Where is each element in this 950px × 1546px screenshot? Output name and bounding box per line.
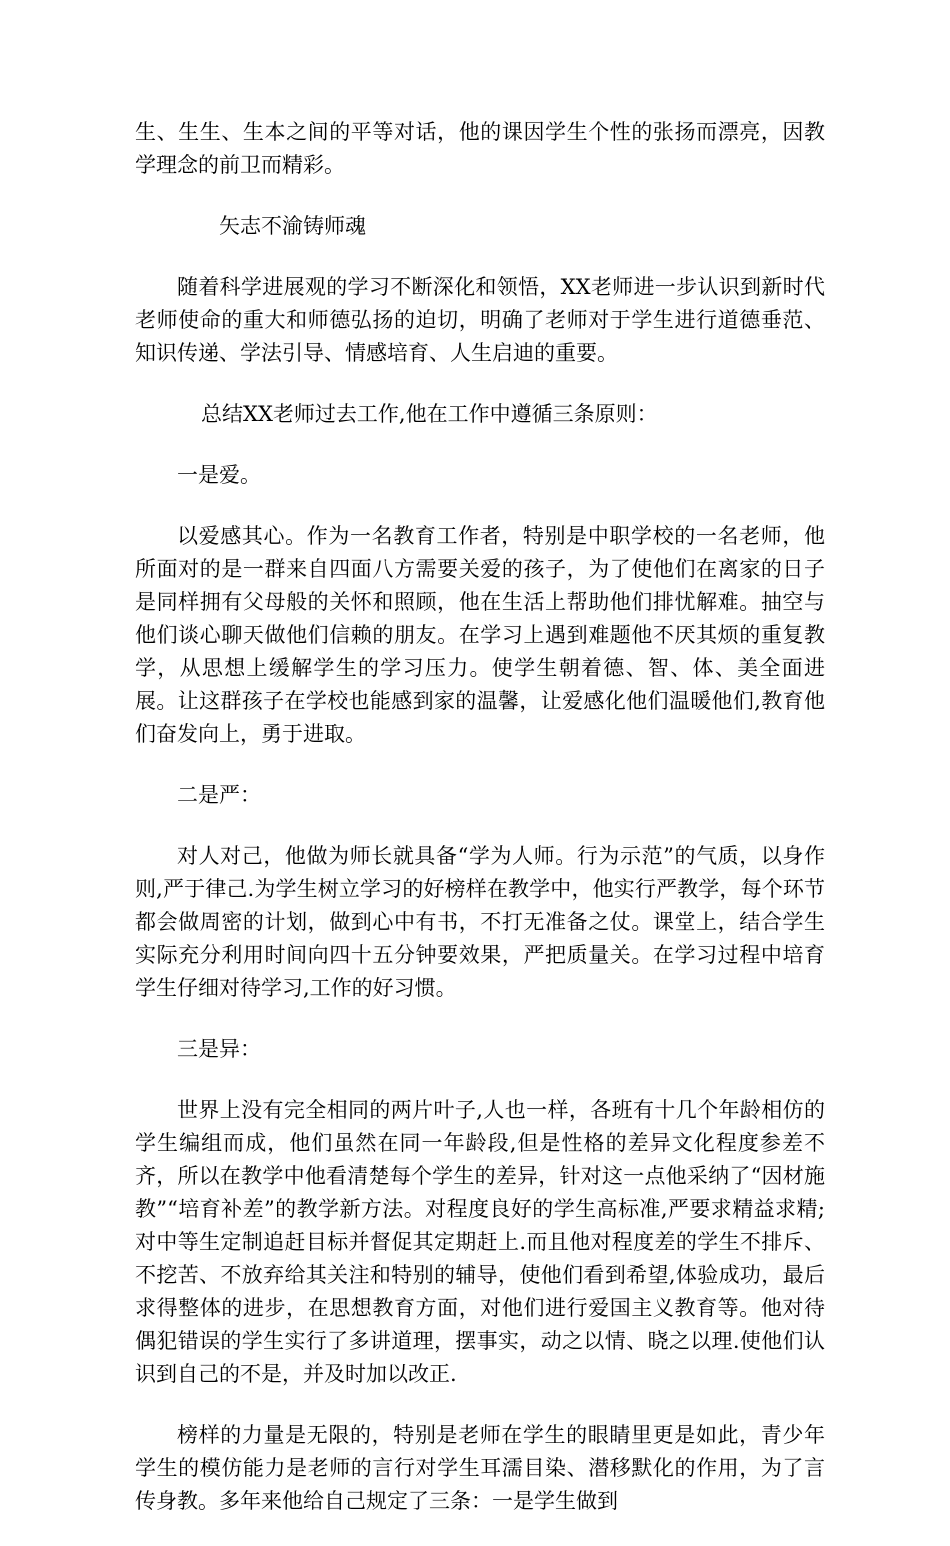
paragraph-role-model: 榜样的力量是无限的，特别是老师在学生的眼睛里更是如此，青少年学生的模仿能力是老师的言行对学生耳濡目染、潜移默化的作用，为了言传身教。多年来他给自己规定了三条：一是学生做到 [135, 1423, 825, 1513]
paragraph-continuation: 生、生生、生本之间的平等对话，他的课因学生个性的张扬而漂亮，因教学理念的前卫而精彩。 [135, 120, 825, 177]
paragraph-principle-two: 对人对己，他做为师长就具备“学为人师。行为示范”的气质，以身作则,严于律己.为学生树立学习的好榜样在教学中，他实行严教学，每个环节都会做周密的计划，做到心中有书，不打无准备之仗。课堂上，结合学生实际充分利用时间向四十五分钟要效果，严把质量关。在学习过程中培育学生仔细对待学习,工作的好习惯。 [135, 844, 825, 1000]
principle-three-heading: 三是异： [177, 1037, 261, 1061]
document-body [135, 116, 825, 1546]
principle-one-heading: 一是爱。 [177, 463, 261, 487]
paragraph-intro: 随着科学进展观的学习不断深化和领悟，XX老师进一步认识到新时代老师使命的重大和师德弘扬的迫切，明确了老师对于学生进行道德垂范、知识传递、学法引导、情感培育、人生启迪的重要。 [135, 275, 825, 365]
principle-two-heading: 二是严： [177, 783, 261, 807]
paragraph-principles-summary: 总结XX老师过去工作,他在工作中遵循三条原则： [201, 402, 658, 426]
paragraph-principle-one: 以爱感其心。作为一名教育工作者，特别是中职学校的一名老师，他所面对的是一群来自四面八方需要关爱的孩子，为了使他们在离家的日子是同样拥有父母般的关怀和照顾，他在生活上帮助他们排忧解难。抽空与他们谈心聊天做他们信赖的朋友。在学习上遇到难题他不厌其烦的重复教学，从思想上缓解学生的学习压力。使学生朝着德、智、体、美全面进展。让这群孩子在学校也能感到家的温馨，让爱感化他们温暖他们,教育他们奋发向上，勇于进取。 [135, 524, 825, 746]
section-heading: 矢志不渝铸师魂 [219, 214, 366, 238]
paragraph-principle-three: 世界上没有完全相同的两片叶子,人也一样，各班有十几个年龄相仿的学生编组而成，他们虽然在同一年龄段,但是性格的差异文化程度参差不齐，所以在教学中他看清楚每个学生的差异，针对这一点他采纳了“因材施教”“培育补差”的教学新方法。对程度良好的学生高标准,严要求精益求精;对中等生定制追赶目标并督促其定期赶上.而且他对程度差的学生不排斥、不挖苦、不放弃给其关注和特别的辅导，使他们看到希望,体验成功，最后求得整体的进步，在思想教育方面，对他们进行爱国主义教育等。他对待偶犯错误的学生实行了多讲道理，摆事实，动之以情、晓之以理.使他们认识到自己的不是，并及时加以改正. [135, 1098, 825, 1386]
